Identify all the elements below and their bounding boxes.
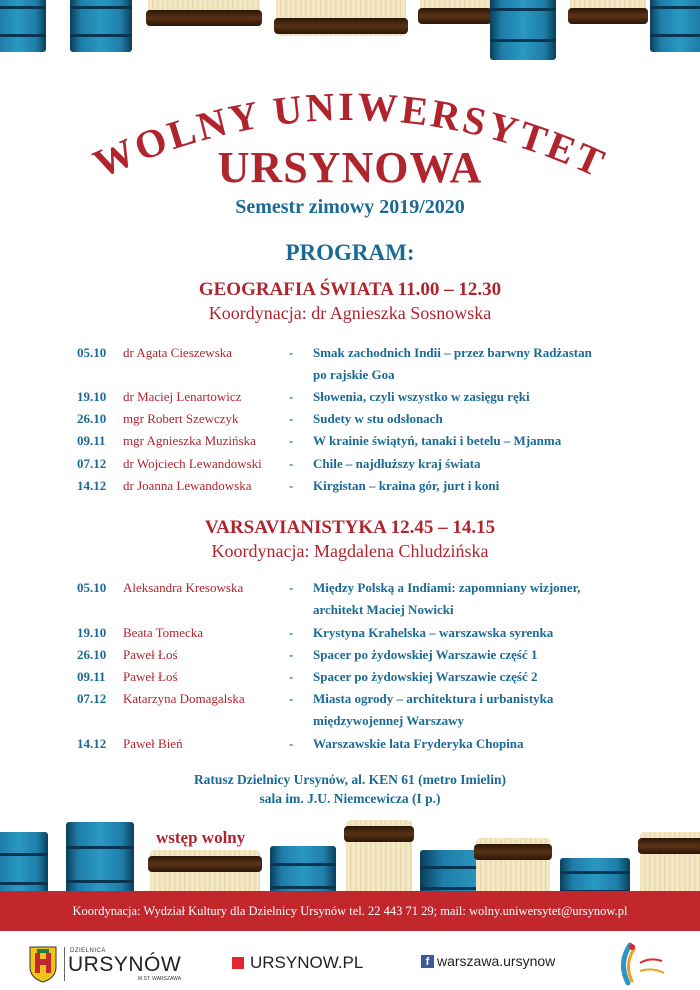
row-date: 07.12 xyxy=(77,456,107,471)
row-date: 19.10 xyxy=(77,625,107,640)
row-dash: - xyxy=(289,669,294,684)
section-geografia-title: GEOGRAFIA ŚWIATA 11.00 – 12.30 xyxy=(198,279,502,300)
row-date: 19.10 xyxy=(77,389,107,404)
row-date: 05.10 xyxy=(77,580,107,595)
row-topic: Chile – najdłuższy kraj świata xyxy=(313,456,481,471)
venue-line-1: Ratusz Dzielnicy Ursynów, al. KEN 61 (metro Imielin) xyxy=(193,772,507,787)
row-dash: - xyxy=(289,625,294,640)
row-lecturer: Katarzyna Domagalska xyxy=(123,691,245,706)
row-topic: Spacer po żydowskiej Warszawie część 2 xyxy=(313,669,538,684)
facebook-link[interactable]: warszawa.ursynow xyxy=(437,953,556,969)
row-lecturer: Paweł Bień xyxy=(123,736,183,751)
row-topic: Słowenia, czyli wszystko w zasięgu ręki xyxy=(313,389,530,404)
row-lecturer: Beata Tomecka xyxy=(123,625,204,640)
row-topic: Warszawskie lata Fryderyka Chopina xyxy=(313,736,524,751)
section-geografia-coordination: Koordynacja: dr Agnieszka Sosnowska xyxy=(208,303,492,323)
row-lecturer: mgr Robert Szewczyk xyxy=(123,411,239,426)
row-topic: Między Polską a Indiami: zapomniany wizjoner, xyxy=(313,580,581,595)
row-dash: - xyxy=(289,478,294,493)
row-dash: - xyxy=(289,736,294,751)
row-dash: - xyxy=(289,647,294,662)
row-dash: - xyxy=(289,411,294,426)
row-date: 14.12 xyxy=(77,478,107,493)
row-date: 07.12 xyxy=(77,691,107,706)
logo-district-label: DZIELNICA xyxy=(70,948,106,954)
main-title: URSYNOWA xyxy=(217,143,483,192)
row-lecturer: mgr Agnieszka Muzińska xyxy=(123,433,256,448)
program-heading: PROGRAM: xyxy=(285,240,415,265)
row-topic-line2: architekt Maciej Nowicki xyxy=(313,602,454,617)
row-topic-line2: po rajskie Goa xyxy=(313,367,395,382)
row-topic: Smak zachodnich Indii – przez barwny Radżastan xyxy=(313,345,592,360)
footer-coordination-bar: Koordynacja: Wydział Kultury dla Dzielnicy Ursynów tel. 22 443 71 29; mail: wolny.uniwersytet@ursynow.pl xyxy=(0,891,700,931)
row-topic: Krystyna Krahelska – warszawska syrenka xyxy=(313,625,554,640)
website-square-icon xyxy=(232,957,244,969)
footer-logos xyxy=(0,931,700,990)
row-date: 26.10 xyxy=(77,647,107,662)
semester-subtitle: Semestr zimowy 2019/2020 xyxy=(235,196,465,218)
row-topic: Miasta ogrody – architektura i urbanistyka xyxy=(313,691,554,706)
logo-ursynow-name: URSYNÓW xyxy=(68,953,182,976)
row-topic: W krainie świątyń, tanaki i betelu – Mjanma xyxy=(313,433,562,448)
row-topic: Kirgistan – kraina gór, jurt i koni xyxy=(313,478,500,493)
row-date: 09.11 xyxy=(77,669,106,684)
row-lecturer: dr Wojciech Lewandowski xyxy=(123,456,262,471)
row-lecturer: Paweł Łoś xyxy=(123,647,178,662)
row-dash: - xyxy=(289,389,294,404)
row-date: 26.10 xyxy=(77,411,107,426)
logo-divider xyxy=(64,947,65,981)
free-entry-label: wstęp wolny xyxy=(156,828,246,847)
coat-of-arms-icon xyxy=(28,945,58,983)
row-lecturer: Aleksandra Kresowska xyxy=(123,580,244,595)
row-dash: - xyxy=(289,456,294,471)
logo-city-label: M.ST. WARSZAWA xyxy=(138,976,182,982)
row-topic: Sudety w stu odsłonach xyxy=(313,411,443,426)
partner-logo-icon xyxy=(610,939,670,987)
row-lecturer: dr Maciej Lenartowicz xyxy=(123,389,242,404)
row-lecturer: Paweł Łoś xyxy=(123,669,178,684)
venue-line-2: sala im. J.U. Niemcewicza (I p.) xyxy=(259,791,441,806)
website-link[interactable]: URSYNOW.PL xyxy=(250,953,364,972)
row-topic-line2: międzywojennej Warszawy xyxy=(313,713,465,728)
row-dash: - xyxy=(289,691,294,706)
row-date: 09.11 xyxy=(77,433,106,448)
row-lecturer: dr Agata Cieszewska xyxy=(123,345,233,360)
row-date: 14.12 xyxy=(77,736,107,751)
row-dash: - xyxy=(289,580,294,595)
section-varsavianistyka-title: VARSAVIANISTYKA 12.45 – 14.15 xyxy=(204,517,496,538)
facebook-icon: f xyxy=(421,955,434,968)
row-dash: - xyxy=(289,433,294,448)
arc-title-text: WOLNY UNIWERSYTET xyxy=(86,83,614,187)
section-varsavianistyka-coordination: Koordynacja: Magdalena Chludzińska xyxy=(211,541,489,561)
row-lecturer: dr Joanna Lewandowska xyxy=(123,478,252,493)
row-dash: - xyxy=(289,345,294,360)
row-date: 05.10 xyxy=(77,345,107,360)
row-topic: Spacer po żydowskiej Warszawie część 1 xyxy=(313,647,538,662)
